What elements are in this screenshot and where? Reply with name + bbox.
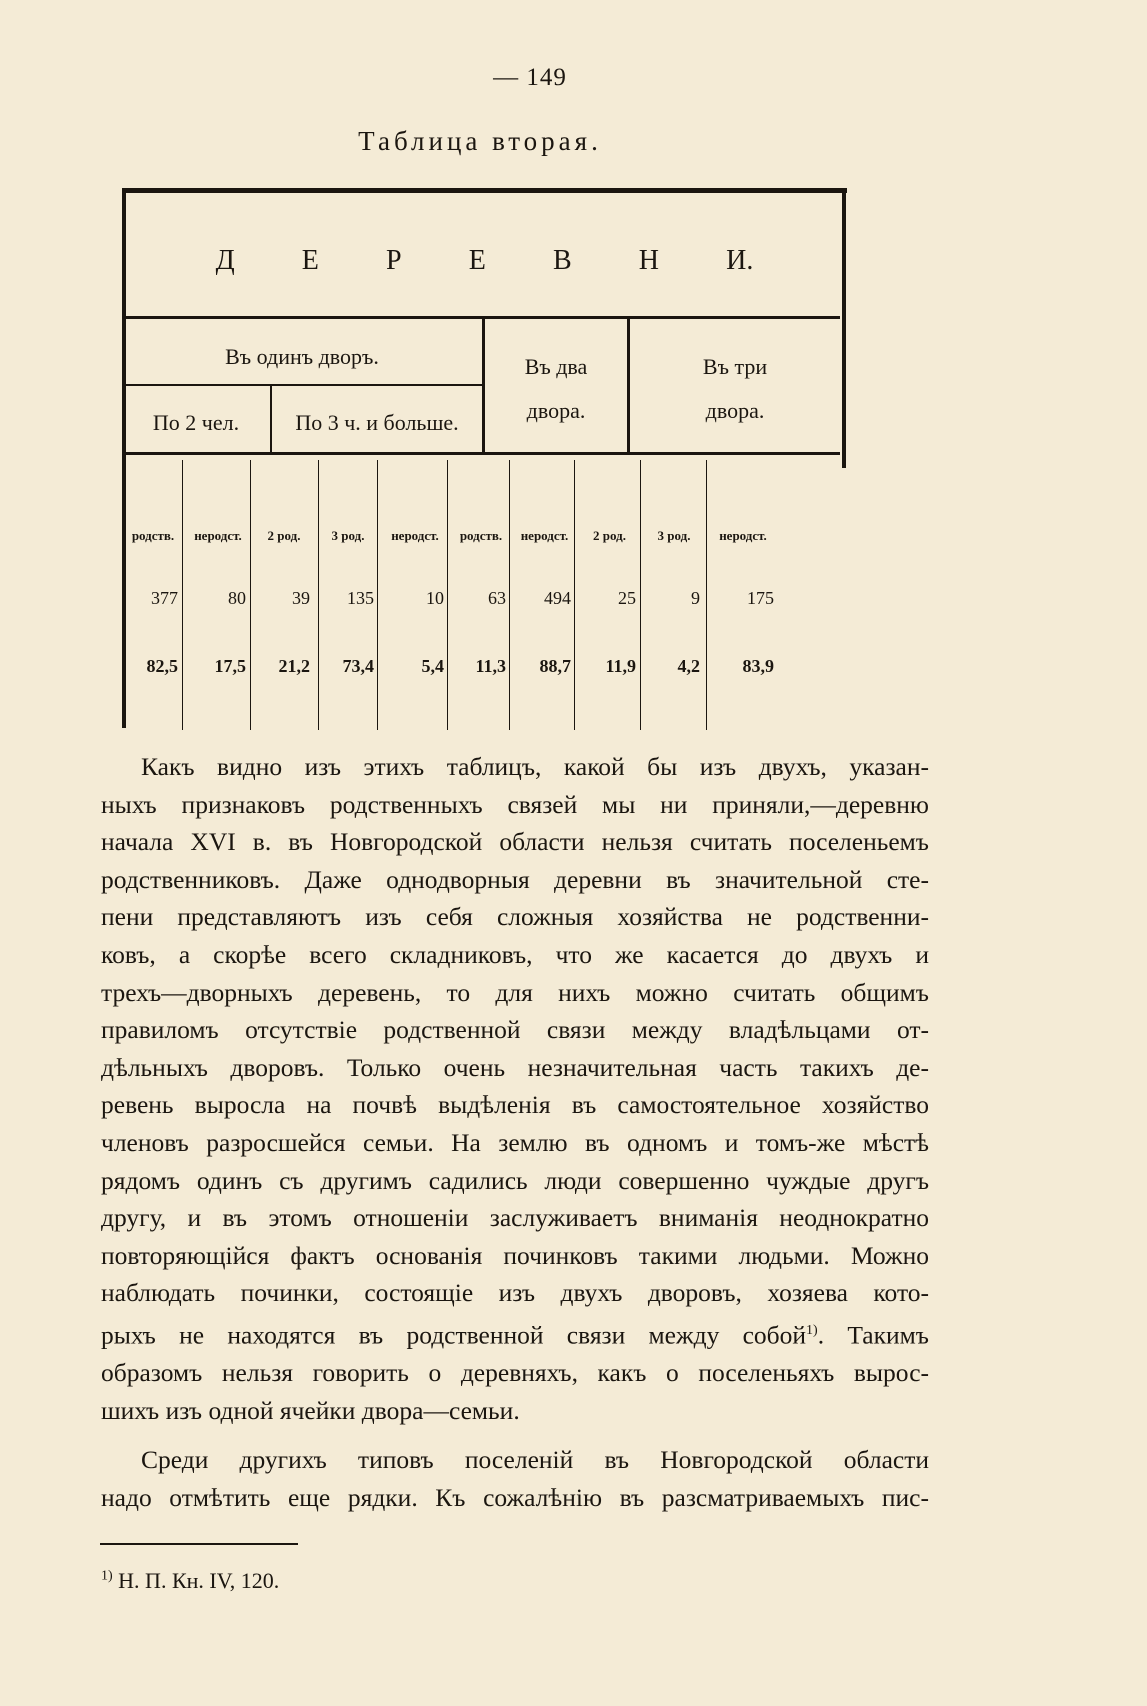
footnote-rule (100, 1543, 298, 1545)
villages-rule (122, 316, 840, 319)
column-divider (706, 460, 707, 730)
text-line: ревень выросла на почвѣ выдѣленія въ самостоятельное хозяйство (101, 1090, 929, 1120)
text-line: пени представляютъ изъ себя сложныя хозяйства не родственни- (101, 902, 929, 932)
text-line: дѣльныхъ дворовъ. Только очень незначительная часть такихъ де- (101, 1052, 929, 1082)
percent-cell: 73,4 (342, 656, 374, 676)
count-cell: 63 (488, 588, 506, 608)
table-top-rule (122, 188, 847, 193)
text-line: родственниковъ. Даже однодворныя деревни въ значительной сте- (101, 864, 929, 894)
text-line: шихъ изъ одной ячейки двора—семьи. (101, 1395, 520, 1425)
column-header: неродст. (194, 528, 242, 543)
footnote-text: Н. П. Кн. IV, 120. (112, 1568, 280, 1593)
text-line: правиломъ отсутствіе родственной связи между владѣльцами от- (101, 1015, 929, 1045)
text-line: повторяющійся фактъ основанія починковъ такими людьми. Можно (101, 1240, 929, 1270)
footnote-mark: 1) (101, 1568, 113, 1584)
header-by-2: По 2 чел. (152, 410, 240, 435)
text-line: наблюдать починки, состоящіе изъ двухъ дворовъ, хозяева кото- (101, 1278, 929, 1308)
text-line: трехъ—дворныхъ деревень, то для нихъ можно считать общимъ (101, 977, 929, 1007)
text-after-footnote: . Такимъ (817, 1320, 929, 1350)
one-yard-rule (122, 384, 482, 386)
villages-letter: Н (638, 245, 660, 276)
column-header: неродст. (719, 528, 767, 543)
header-two-yards-1: Въ два (524, 354, 588, 379)
column-header: родств. (131, 528, 175, 543)
percent-cell: 5,4 (421, 656, 444, 676)
footnote-ref: 1) (806, 1322, 818, 1338)
percent-cell: 88,7 (539, 656, 571, 676)
column-divider (509, 460, 510, 730)
percent-cell: 11,9 (605, 656, 636, 676)
count-cell: 175 (747, 588, 774, 608)
text-line: членовъ разросшейся семьи. На землю въ одномъ и томъ-же мѣстѣ (101, 1127, 929, 1157)
percent-cell: 82,5 (146, 656, 178, 676)
percent-cell: 83,9 (742, 656, 774, 676)
text-line: надо отмѣтить еще рядки. Къ сожалѣнію въ разсматриваемыхъ пис- (101, 1482, 929, 1512)
percent-cell: 21,2 (278, 656, 310, 676)
count-cell: 39 (292, 588, 310, 608)
villages-letter: Е (301, 245, 319, 276)
count-cell: 494 (544, 588, 571, 608)
column-header: 3 род. (331, 528, 365, 543)
text-line: начала XVI в. въ Новгородской области нельзя считать поселеньемъ (101, 827, 929, 857)
percent-cell: 17,5 (214, 656, 246, 676)
column-divider (182, 460, 183, 730)
text-line: другу, и въ этомъ отношеніи заслуживаетъ вниманія неоднократно (101, 1203, 929, 1233)
villages-letter: В (552, 245, 572, 276)
header-three-yards-2: двора. (705, 398, 765, 423)
text-line: ныхъ признаковъ родственныхъ связей мы ни приняли,—деревню (101, 789, 929, 819)
villages-letter: Р (386, 245, 402, 276)
text-before-footnote: рыхъ не находятся въ родственной связи между собой (101, 1320, 807, 1350)
table-title: Таблица вторая. (358, 126, 602, 156)
text-line: Среди другихъ типовъ поселеній въ Новгородской области (141, 1445, 929, 1475)
count-cell: 10 (426, 588, 444, 608)
text-line: ковъ, а скорѣе всего складниковъ, что же касается до двухъ и (101, 939, 929, 969)
column-header: неродст. (520, 528, 569, 543)
villages-letter: И. (726, 245, 754, 276)
header-by-3: По 3 ч. и больше. (295, 410, 459, 435)
column-header: 2 род. (267, 528, 301, 543)
column-header: 2 род. (593, 528, 626, 543)
count-cell: 9 (691, 588, 700, 608)
column-header: неродст. (391, 528, 439, 543)
statistics-table (122, 188, 847, 728)
header-bottom-rule (122, 452, 840, 455)
villages-letter: Е (468, 245, 486, 276)
count-cell: 377 (151, 588, 178, 608)
column-divider (377, 460, 378, 730)
text-line: рядомъ одинъ съ другимъ садились люди совершенно чуждые другъ (101, 1165, 929, 1195)
header-three-yards-1: Въ три (702, 354, 768, 379)
percent-cell: 4,2 (677, 656, 700, 676)
villages-letter: Д (215, 245, 235, 276)
header-one-yard: Въ одинъ дворъ. (225, 344, 379, 369)
divider-2 (482, 319, 485, 455)
text-line-with-footnote (101, 1312, 929, 1354)
table-right-border (842, 188, 846, 468)
text-line: Какъ видно изъ этихъ таблицъ, какой бы изъ двухъ, указан- (141, 752, 929, 781)
column-header: родств. (459, 528, 503, 543)
footnote (101, 1568, 279, 1594)
count-cell: 80 (228, 588, 246, 608)
text-line: образомъ нельзя говорить о деревняхъ, какъ о поселеньяхъ вырос- (101, 1358, 929, 1387)
count-cell: 135 (347, 588, 374, 608)
divider-3 (627, 319, 630, 455)
percent-cell: 11,3 (475, 656, 506, 676)
header-two-yards-2: двора. (526, 398, 586, 423)
body-text (101, 748, 929, 1516)
villages-header (122, 245, 847, 277)
column-divider (574, 460, 575, 730)
count-cell: 25 (618, 588, 636, 608)
page-number: — 149 (493, 64, 567, 91)
column-header: 3 род. (657, 528, 691, 543)
